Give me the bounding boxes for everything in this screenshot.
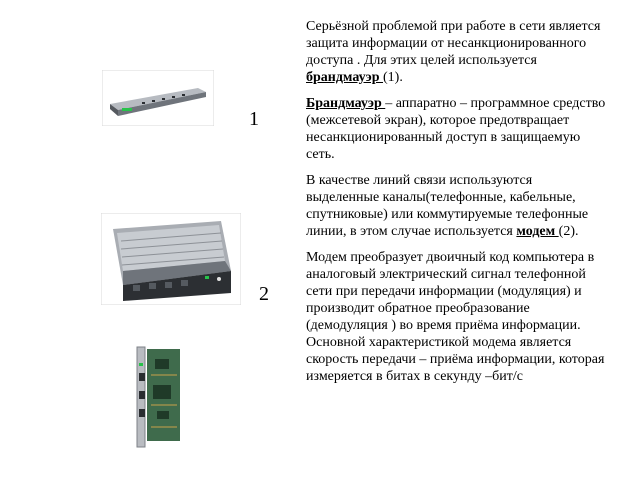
label-1: 1 bbox=[249, 108, 259, 130]
p3-before: В качестве линий связи используются выделенные каналы(телефонные, кабельные, спутниковые) или коммутируемые телефонные линии, в этом случае используется bbox=[306, 173, 589, 239]
term-firewall-definition[interactable]: Брандмауэр bbox=[306, 96, 386, 111]
term-modem[interactable]: модем bbox=[516, 224, 559, 239]
paragraph-2 bbox=[306, 95, 606, 163]
p2-after: – аппаратно – программное средство (межсетевой экран), которое предотвращает несанкционированный доступ в защищаемую сеть. bbox=[306, 96, 606, 162]
paragraph-3 bbox=[306, 172, 606, 240]
term-firewall[interactable]: брандмауэр bbox=[306, 70, 383, 85]
modem-photo bbox=[101, 213, 241, 305]
paragraph-4: Модем преобразует двоичный код компьютера в аналоговый электрический сигнал телефонной сети при передачи информации (модуляция) и производит обратное преобразование (демодуляция ) во время приёма информации. Основной характеристикой модема является скорость передачи – приёма информации, которая измеряется в битах в секунду –бит/с bbox=[306, 250, 605, 384]
text-block bbox=[306, 18, 606, 394]
firewall-photo bbox=[102, 70, 214, 126]
p1-after: (1). bbox=[383, 70, 403, 85]
paragraph-1 bbox=[306, 18, 606, 86]
p3-after: (2). bbox=[558, 224, 579, 239]
modem-card-photo bbox=[127, 345, 184, 450]
p1-before: Серьёзной проблемой при работе в сети является защита информации от несанкционированного доступа . Для этих целей используется bbox=[306, 19, 601, 68]
label-2: 2 bbox=[259, 283, 269, 305]
